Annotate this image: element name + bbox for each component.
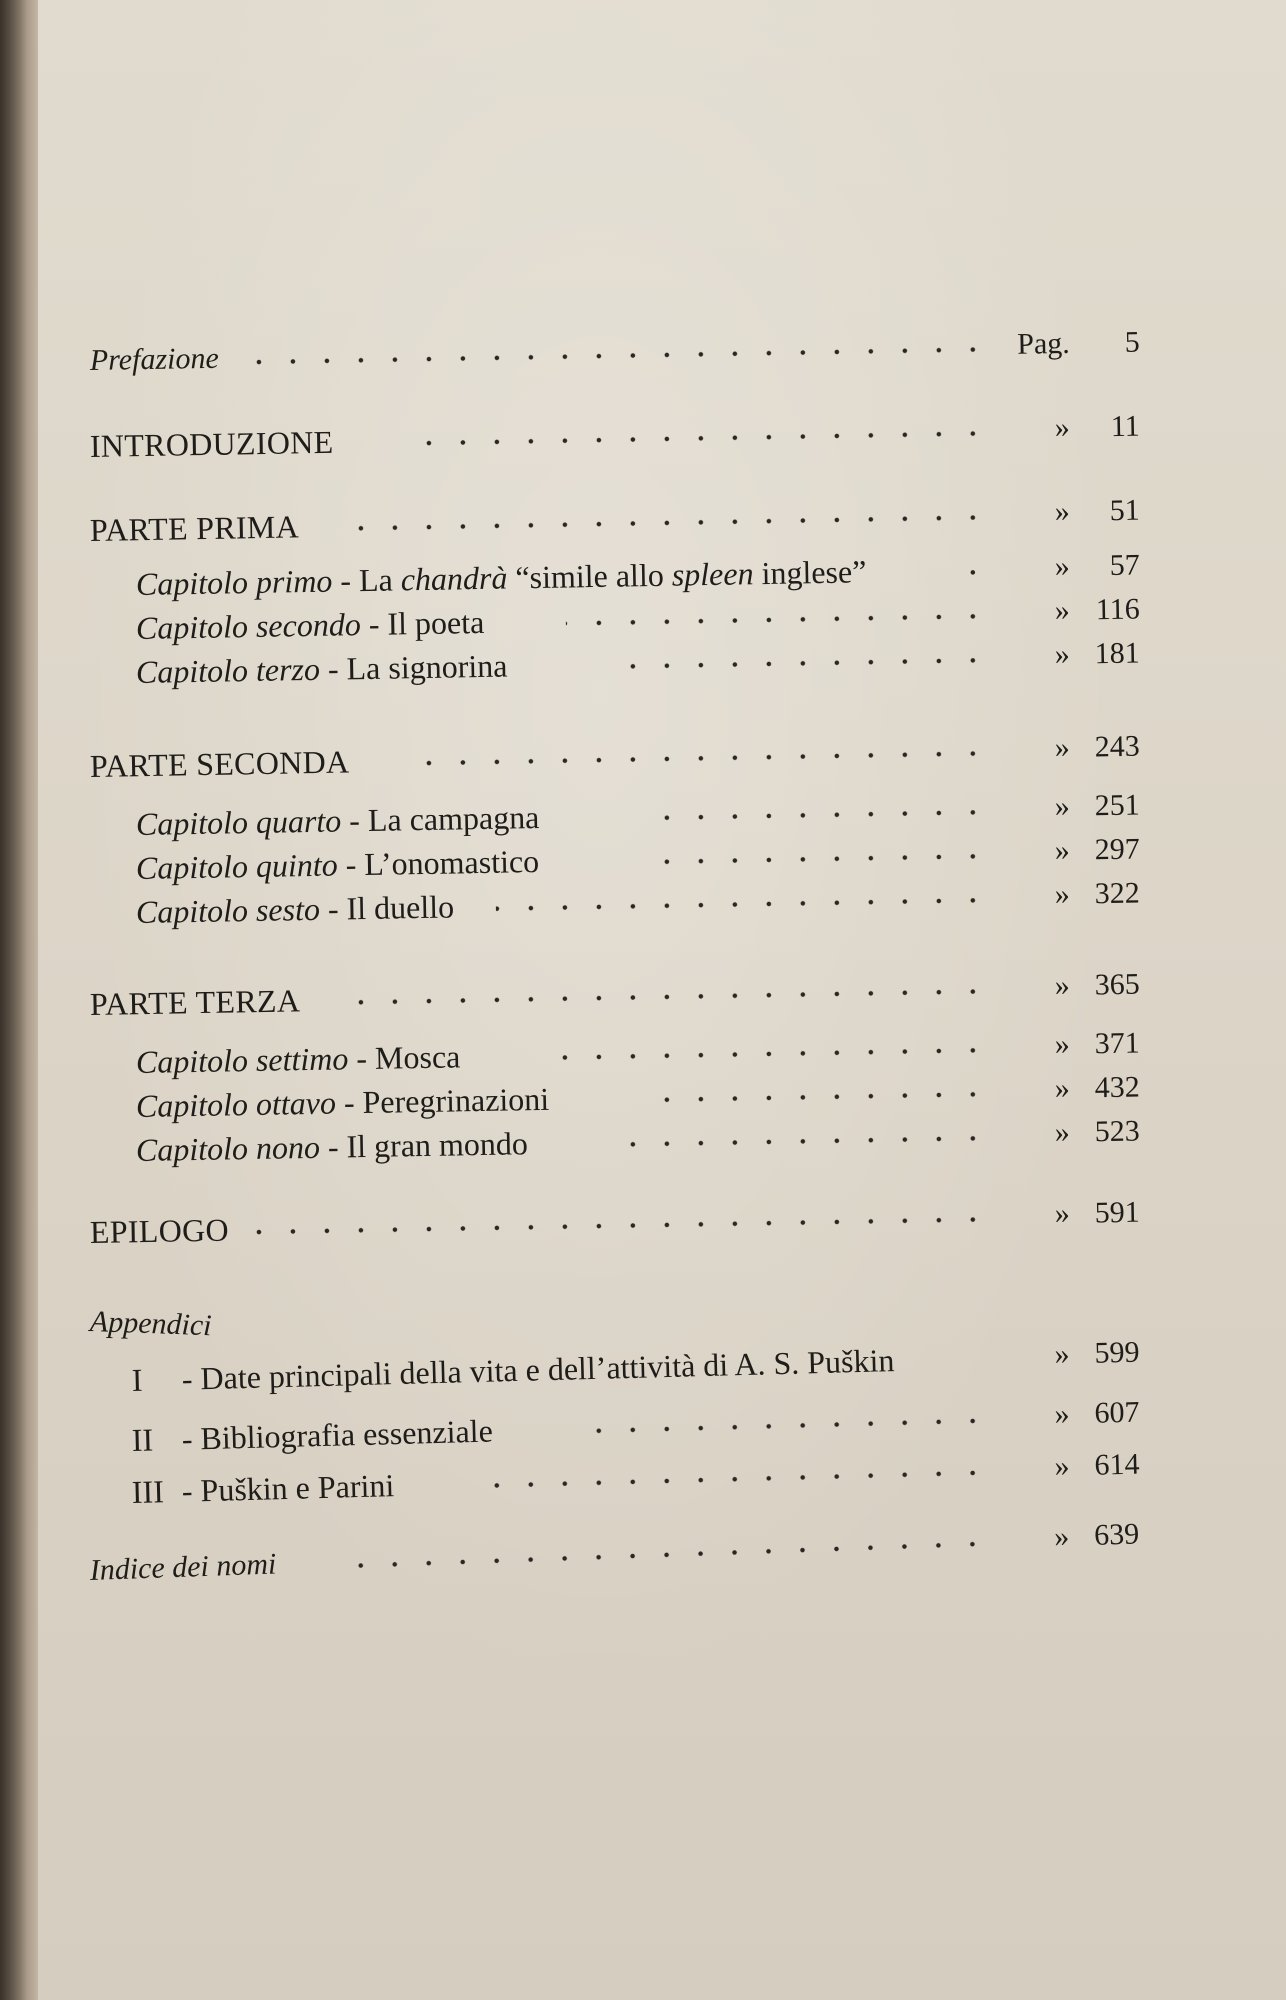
appendix-number: II [131,1421,154,1458]
toc-entry-introduzione [90,406,1141,478]
leader-dots [536,1040,990,1068]
chapter-text: La signorina [346,647,508,687]
chapter-text: Il gran mondo [346,1125,529,1165]
chapter-title: Capitolo secondo [135,606,362,646]
appendix-text: Bibliografia essenziale [200,1412,494,1457]
chapter-text-pre: La [358,561,402,599]
ditto-mark: » [1054,877,1071,911]
ditto-mark: » [1054,789,1071,823]
appendix-number: III [131,1473,165,1510]
toc-entry-label [136,888,455,931]
page-number: 432 [1094,1070,1141,1105]
toc-entry-label: Indice dei nomi [89,1547,277,1587]
page-number: 365 [1094,967,1141,1002]
toc-entry-prefazione [90,322,1141,394]
toc-entry-label: Prefazione [89,341,220,377]
toc-entry-label: PARTE SECONDA [89,743,350,784]
chapter-text: Peregrinazioni [362,1080,550,1121]
leader-dots [606,650,990,677]
appendici-heading: Appendici [89,1305,213,1343]
toc-entry-label [136,604,485,647]
page-number: 297 [1094,832,1141,867]
appendix-separator: - [173,1420,201,1457]
leader-dots [250,1209,990,1242]
ditto-mark: » [1054,410,1071,445]
leader-dots [344,1534,989,1576]
appendix-separator: - [173,1472,201,1509]
chapter-separator: - [332,562,360,599]
chapter-title: Capitolo primo [135,562,333,602]
toc-entry-label [136,1125,529,1169]
chapter-title: Capitolo sesto [135,890,321,930]
page-number: 614 [1094,1447,1140,1482]
page-number: 322 [1094,876,1141,911]
ditto-mark: » [1054,1337,1070,1371]
page-number: 523 [1094,1114,1141,1149]
leader-dots [566,606,990,633]
page-number: 181 [1094,636,1141,671]
chapter-title: Capitolo ottavo [135,1084,337,1124]
toc-entry-label [131,1467,394,1511]
page-number: 251 [1094,788,1141,823]
chapter-text-post: inglese” [753,553,867,592]
toc-entry-label [131,1342,894,1399]
page-number: 371 [1094,1026,1141,1061]
toc-entry-label [136,1081,550,1125]
chapter-text: Mosca [374,1038,461,1076]
chapter-text-italic: spleen [671,555,754,593]
chapter-title: Capitolo settimo [135,1040,349,1080]
ditto-mark: » [1054,1115,1071,1149]
page-number: 639 [1093,1517,1140,1552]
chapter-separator: - [319,890,347,927]
chapter-text: L’onomastico [364,842,540,883]
toc-entry-label: PARTE TERZA [89,982,301,1022]
chapter-title: Capitolo quinto [135,846,338,886]
leader-dots [956,562,990,583]
ditto-mark: » [1054,494,1071,529]
toc-entry-label: EPILOGO [89,1211,230,1250]
toc-entry-label [131,1413,493,1459]
chapter-separator: - [337,846,365,883]
ditto-mark: » [1054,1397,1070,1431]
page-number: 5 [1124,325,1141,359]
page-number: 243 [1094,729,1141,764]
toc-entry-label: PARTE PRIMA [89,508,300,548]
toc-entry-label [136,843,540,887]
table-of-contents-page [38,0,1286,2000]
page-label: Pag. [1016,326,1071,361]
leader-dots [400,423,990,453]
ditto-mark: » [1054,730,1071,765]
page-number: 57 [1109,548,1141,582]
chapter-text: Il duello [346,888,455,927]
toc-entry-label [136,799,540,843]
leader-dots [250,339,990,372]
leader-dots [400,743,990,773]
chapter-separator: - [335,1084,363,1121]
toc-entry-epilogo [90,1192,1141,1264]
leader-dots [656,1084,990,1110]
page-number: 591 [1094,1195,1141,1230]
page-number: 607 [1094,1395,1140,1430]
chapter-separator: - [340,801,369,839]
ditto-mark: » [1054,1071,1071,1105]
table-of-contents [90,0,1140,2000]
toc-entry-label [136,1038,461,1081]
leader-dots [482,1463,990,1496]
chapter-text-middle: “simile allo [507,556,673,596]
leader-dots [636,846,990,872]
page-number: 116 [1095,592,1141,627]
chapter-separator: - [319,650,347,687]
leader-dots [496,890,990,919]
appendix-text: Puškin e Parini [200,1467,395,1509]
chapter-title: Capitolo nono [135,1128,321,1168]
ditto-mark: » [1054,549,1071,583]
chapter-separator: - [319,1128,347,1165]
chapter-separator: - [348,1039,376,1077]
ditto-mark: » [1054,637,1071,671]
ditto-mark: » [1054,1027,1071,1061]
appendix-text: Date principali della vita e dell’attività di A. S. Puškin [200,1342,895,1397]
leader-dots [636,802,990,828]
toc-entry-indice-dei-nomi [89,1513,1140,1604]
ditto-mark: » [1053,1519,1070,1554]
appendix-number: I [131,1361,143,1398]
chapter-title: Capitolo terzo [135,650,321,690]
chapter-separator: - [360,605,388,643]
leader-dots [616,1128,990,1155]
chapter-text-italic: chandrà [400,559,508,598]
ditto-mark: » [1054,1196,1071,1231]
chapter-text: La campagna [367,798,540,838]
leader-dots [340,507,990,538]
ditto-mark: » [1054,968,1071,1003]
leader-dots [350,981,990,1012]
leader-dots [582,1411,990,1442]
page-number: 11 [1110,409,1141,444]
toc-entry-label [136,648,508,691]
chapter-text: Il poeta [387,603,485,642]
page-number: 599 [1094,1335,1140,1370]
toc-entry-label: INTRODUZIONE [89,423,334,464]
ditto-mark: » [1054,1449,1070,1483]
page-number: 51 [1109,493,1141,528]
ditto-mark: » [1054,593,1071,627]
appendix-separator: - [173,1360,201,1397]
ditto-mark: » [1054,833,1071,867]
chapter-title: Capitolo quarto [135,802,342,842]
